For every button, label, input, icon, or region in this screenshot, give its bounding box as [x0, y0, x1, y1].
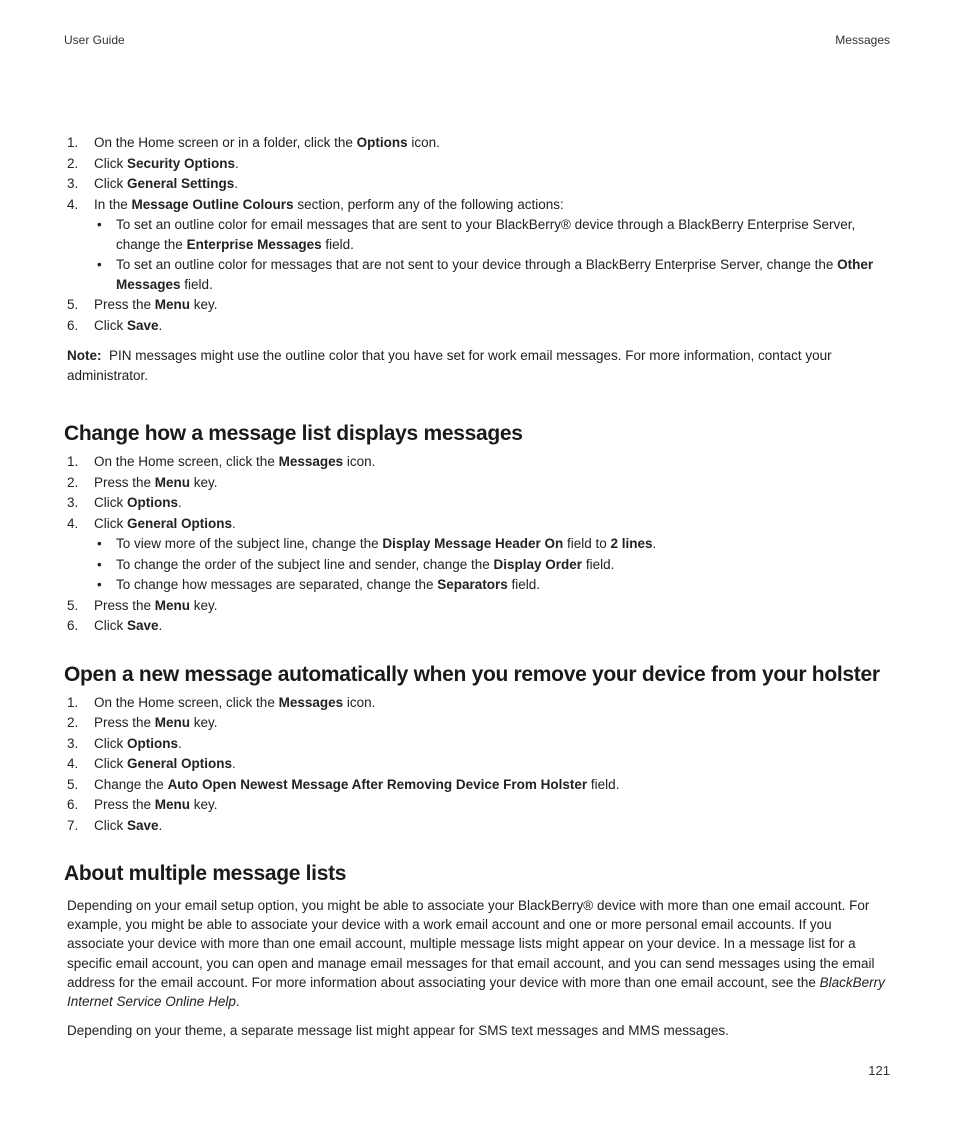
- text-run: Click: [94, 176, 127, 191]
- ui-term: Save: [127, 618, 159, 633]
- step-bullets: [94, 215, 892, 294]
- step-number: 1.: [67, 135, 79, 150]
- step-item: [64, 514, 892, 595]
- text-run: To set an outline color for messages that are not sent to your device through a BlackBerry Enterprise Server, change the: [116, 257, 838, 272]
- step-item: [64, 754, 892, 775]
- step-text: [94, 797, 218, 812]
- text-run: To set an outline color for email messages that are sent to your BlackBerry® device through a BlackBerry Enterprise Server, change the: [116, 217, 856, 252]
- step-text: [94, 318, 162, 333]
- step-number: 5.: [67, 776, 79, 792]
- text-run: Click: [94, 495, 127, 510]
- step-item: [64, 154, 892, 175]
- ui-term: Menu: [154, 715, 191, 730]
- text-run: Click: [94, 618, 127, 633]
- text-run: Press the: [94, 474, 155, 490]
- text-run: field.: [321, 236, 354, 252]
- ui-term: Save: [127, 317, 159, 333]
- multiple-lists-paragraph-1: [67, 896, 892, 1011]
- text-run: Press the: [94, 297, 155, 312]
- text-run: .: [232, 756, 236, 771]
- step-item: [64, 295, 892, 316]
- header-doc-title: User Guide: [64, 33, 125, 47]
- text-run: To change the order of the subject line and sender, change the: [116, 556, 494, 572]
- step-item: [64, 816, 892, 837]
- step-text: [94, 176, 238, 191]
- text-run: .: [235, 994, 240, 1010]
- note-text: PIN messages might use the outline color that you have set for work email messages. For more information, contact your administrator.: [67, 348, 832, 383]
- text-run: On the Home screen, click the: [94, 454, 279, 469]
- ui-term: Options: [356, 135, 408, 150]
- step-item: [64, 713, 892, 734]
- step-number: 6.: [67, 317, 79, 333]
- step-item: [64, 775, 892, 796]
- ui-term: Separators: [437, 577, 508, 592]
- step-item: [64, 174, 892, 195]
- text-run: key.: [190, 715, 218, 730]
- step-item: [64, 596, 892, 617]
- step-number: 3.: [67, 176, 79, 191]
- step-item: [64, 795, 892, 816]
- ui-term: General Options: [127, 756, 233, 771]
- text-run: Click: [94, 515, 127, 531]
- text-run: field.: [507, 577, 541, 592]
- step-text: [94, 695, 375, 710]
- heading-multiple-message-lists: About multiple message lists: [64, 862, 347, 885]
- step-number: 7.: [67, 817, 79, 833]
- ui-term: Menu: [154, 297, 191, 312]
- text-run: key.: [190, 597, 218, 613]
- step-text: [94, 618, 162, 633]
- heading-change-list-display: Change how a message list displays messages: [64, 422, 523, 445]
- text-run: Change the: [94, 776, 168, 792]
- outline-color-steps: [64, 133, 892, 336]
- ui-term: Display Order: [493, 556, 583, 572]
- text-run: Press the: [94, 715, 155, 730]
- step-number: 5.: [67, 597, 79, 613]
- step-item: [64, 195, 892, 295]
- heading-open-from-holster: Open a new message automatically when you remove your device from your holster: [64, 662, 880, 686]
- step-number: 4.: [67, 515, 79, 531]
- list-display-steps: [64, 452, 892, 637]
- text-run: icon.: [343, 454, 376, 469]
- text-run: .: [158, 618, 163, 633]
- step-text: [94, 454, 375, 469]
- step-number: 4.: [67, 756, 79, 771]
- step-item: [64, 693, 892, 714]
- text-run: In the: [94, 196, 132, 212]
- ui-term: Display Message Header On: [382, 536, 564, 551]
- text-run: field.: [180, 276, 213, 292]
- step-number: 6.: [67, 797, 79, 812]
- step-text: [94, 516, 236, 531]
- step-text: [94, 777, 619, 792]
- text-run: Click: [94, 735, 127, 751]
- ui-term: Enterprise Messages: [186, 236, 322, 252]
- step-item: [64, 493, 892, 514]
- bullet-item: [94, 215, 892, 254]
- step-item: [64, 473, 892, 494]
- step-item: [64, 316, 892, 337]
- step-item: [64, 452, 892, 473]
- text-run: Press the: [94, 597, 155, 613]
- text-run: .: [652, 536, 657, 551]
- ui-term: Security Options: [127, 155, 236, 171]
- text-run: Click: [94, 155, 127, 171]
- bullet-item: [94, 555, 892, 575]
- step-number: 2.: [67, 474, 79, 490]
- step-number: 5.: [67, 297, 79, 312]
- step-bullets: [94, 534, 892, 595]
- text-run: Depending on your email setup option, you might be able to associate your BlackBerry® device with more than one email account. For example, you might be able to associate your device with a work email account and one or more personal email accounts. If you associate your device with more than one email account, multiple message lists might appear on your device. In a message list for a specific email account, you can open and manage email messages for that email account, and you can send messages using the email address for the email account. For more information about associating your device with more than one email account, see the: [67, 898, 875, 990]
- step-number: 2.: [67, 715, 79, 730]
- step-text: [94, 197, 564, 212]
- step-text: [94, 818, 162, 833]
- text-run: Press the: [94, 797, 155, 812]
- text-run: Click: [94, 756, 127, 771]
- ui-term: Auto Open Newest Message After Removing Device From Holster: [167, 776, 588, 792]
- doc-reference: BlackBerry Internet Service Online Help: [67, 974, 885, 1010]
- page-content: [64, 133, 892, 1040]
- ui-term: Options: [127, 735, 178, 751]
- text-run: key.: [190, 474, 218, 490]
- step-number: 3.: [67, 735, 79, 751]
- step-text: [94, 495, 182, 510]
- step-number: 2.: [67, 155, 79, 171]
- multiple-lists-paragraph-2: Depending on your theme, a separate message list might appear for SMS text messages and MMS messages.: [67, 1023, 729, 1039]
- text-run: On the Home screen, click the: [94, 694, 279, 710]
- text-run: Click: [94, 317, 127, 333]
- text-run: .: [158, 317, 163, 333]
- step-number: 6.: [67, 618, 79, 633]
- step-number: 4.: [67, 196, 79, 212]
- step-text: [94, 736, 182, 751]
- bullet-item: [94, 534, 892, 554]
- text-run: field.: [582, 556, 615, 572]
- step-item: [64, 616, 892, 637]
- ui-term: General Options: [127, 515, 233, 531]
- bullet-item: [94, 575, 892, 595]
- step-text: [94, 598, 218, 613]
- holster-steps: [64, 693, 892, 837]
- ui-term: Menu: [154, 474, 191, 490]
- text-run: section, perform any of the following actions:: [293, 196, 564, 212]
- note-label: Note:: [67, 348, 102, 363]
- step-text: [94, 156, 239, 171]
- text-run: To view more of the subject line, change the: [116, 536, 383, 551]
- bullet-item: [94, 255, 892, 294]
- page-number: 121: [868, 1063, 890, 1078]
- text-run: .: [158, 817, 163, 833]
- text-run: .: [178, 495, 182, 510]
- ui-term: Messages: [278, 454, 344, 469]
- ui-term: 2 lines: [610, 536, 653, 551]
- text-run: key.: [190, 797, 218, 812]
- header-section-title: Messages: [835, 33, 890, 47]
- ui-term: Menu: [154, 597, 191, 613]
- ui-term: Save: [127, 817, 159, 833]
- step-text: [94, 475, 218, 490]
- step-item: [64, 133, 892, 154]
- ui-term: Options: [127, 495, 178, 510]
- note: [67, 346, 892, 386]
- text-run: icon.: [407, 135, 440, 150]
- step-number: 1.: [67, 694, 79, 710]
- step-item: [64, 734, 892, 755]
- text-run: key.: [190, 297, 218, 312]
- step-text: [94, 135, 440, 150]
- ui-term: Messages: [278, 694, 344, 710]
- ui-term: Other Messages: [116, 257, 874, 292]
- text-run: .: [234, 176, 239, 191]
- text-run: To change how messages are separated, change the: [116, 577, 438, 592]
- ui-term: Menu: [154, 797, 191, 812]
- text-run: icon.: [343, 694, 376, 710]
- text-run: field to: [563, 536, 611, 551]
- step-text: [94, 756, 236, 771]
- text-run: .: [178, 735, 182, 751]
- ui-term: General Settings: [127, 176, 235, 191]
- step-number: 1.: [67, 454, 79, 469]
- step-number: 3.: [67, 495, 79, 510]
- ui-term: Message Outline Colours: [131, 196, 294, 212]
- text-run: Click: [94, 817, 127, 833]
- text-run: .: [232, 515, 236, 531]
- step-text: [94, 715, 218, 730]
- text-run: field.: [587, 776, 620, 792]
- text-run: On the Home screen or in a folder, click the: [94, 135, 357, 150]
- text-run: .: [235, 155, 239, 171]
- step-text: [94, 297, 218, 312]
